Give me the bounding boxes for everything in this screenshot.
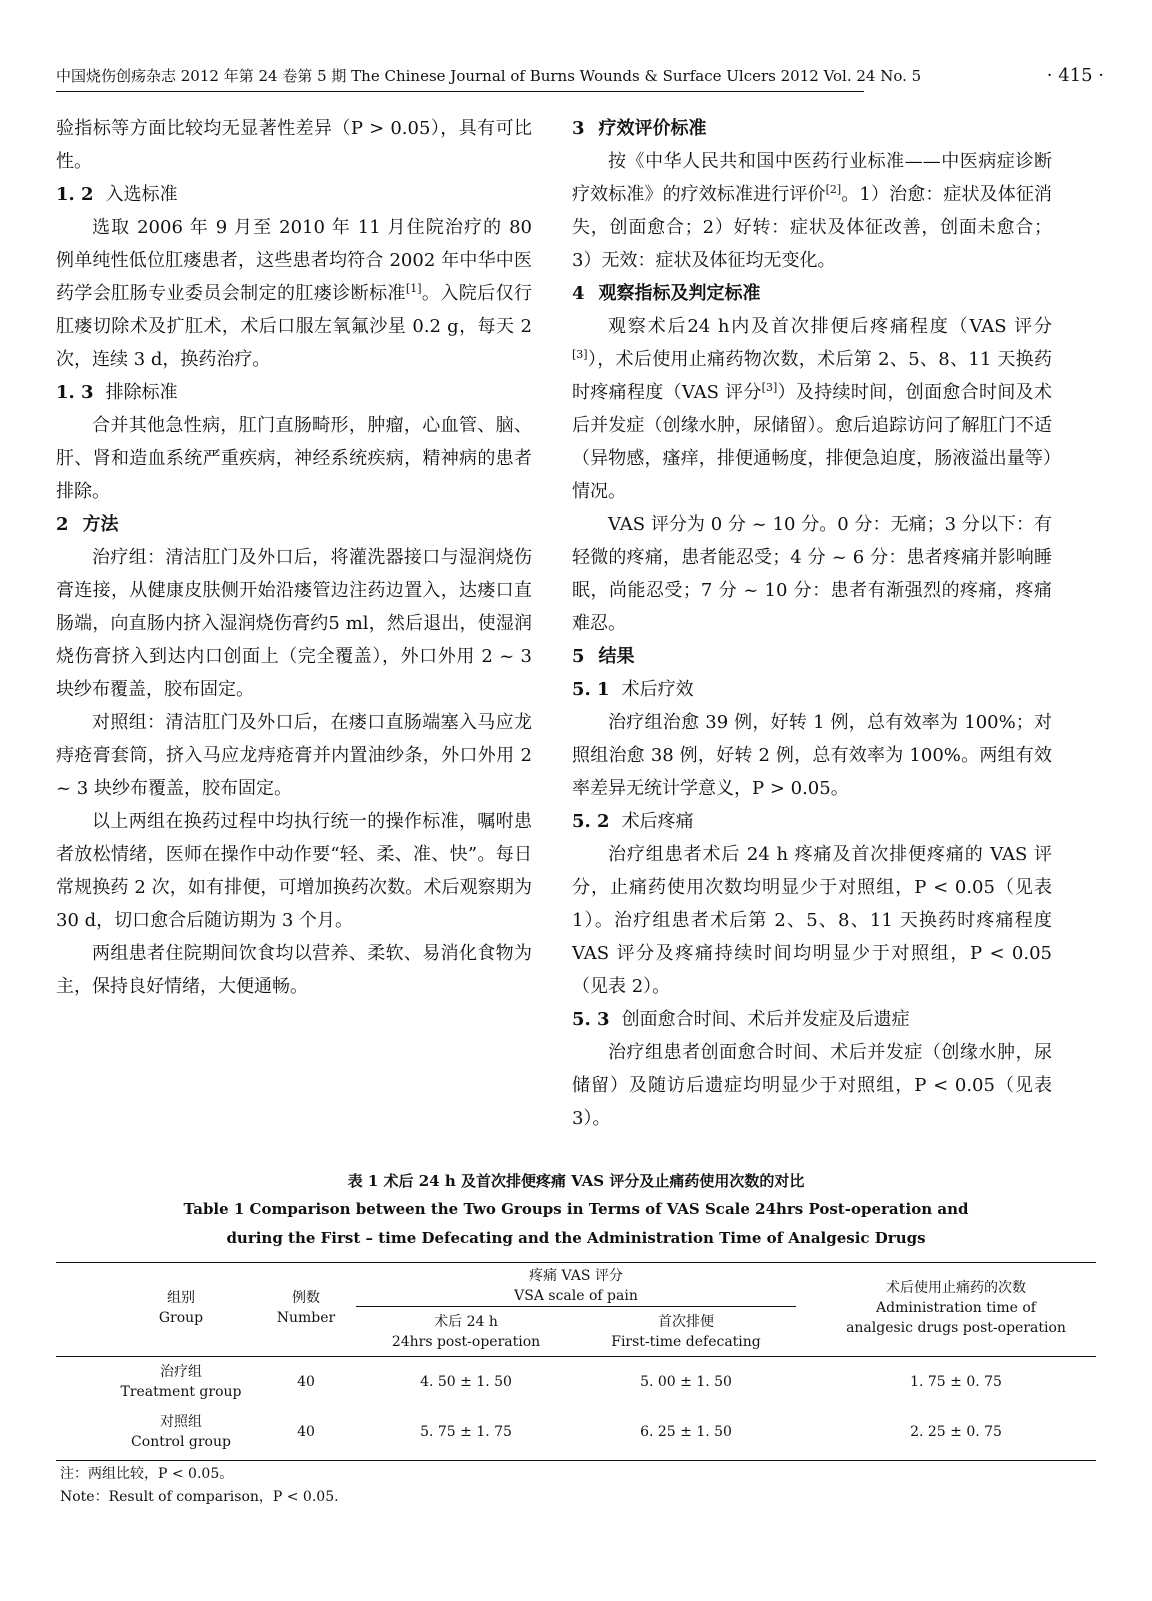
paragraph-treatment-group: 治疗组：清洁肛门及外口后，将灌洗器接口与湿润烧伤膏连接，从健康皮肤侧开始沿瘘管边注药边置入，达瘘口直肠端，向直肠内挤入湿润烧伤膏约5 ml，然后退出，使湿润烧伤膏挤入到达内口创面上（完全覆盖），外口外用 2 ~ 3 块纱布覆盖，胶布固定。 — [56, 547, 532, 700]
paragraph-control-group: 对照组：清洁肛门及外口后，在瘘口直肠端塞入马应龙痔疮膏套筒，挤入马应龙痔疮膏并内置油纱条，外口外用 2 ~ 3 块纱布覆盖，胶布固定。 — [56, 712, 532, 799]
table-top-rule — [56, 1262, 1096, 1263]
running-header — [56, 60, 1104, 92]
header-number: 例数 Number — [276, 1290, 336, 1326]
section-heading-2: 2 方法 — [56, 514, 119, 535]
paragraph-efficacy: 治疗组治愈 39 例，好转 1 例，总有效率为 100%；对照组治愈 38 例，好转 2 例，总有效率为 100%。两组有效率差异无统计学意义，P > 0.05。 — [572, 712, 1052, 799]
cell-analgesic: 1. 75 ± 0. 75 — [910, 1374, 1002, 1390]
page-number: · 415 · — [1046, 65, 1104, 86]
cell-24h: 4. 50 ± 1. 50 — [420, 1374, 512, 1390]
paragraph-observation: 观察术后24 h内及首次排便后疼痛程度（VAS 评分[3]），术后使用止痛药物次数，术后第 2、5、8、11 天换药时疼痛程度（VAS 评分[3]）及持续时间，创面愈合时间及术后并发症（创缘水肿，尿储留）。愈后追踪访问了解肛门不适（异物感，瘙痒，排便通畅度，排便急迫度，肠液溢出量等）情况。 — [572, 316, 1052, 502]
journal-citation: 中国烧伤创疡杂志 2012 年第 24 卷第 5 期 The Chinese Journal of Burns Wounds & Surface Ulcers 2012 Vol. 24 No. 5 — [56, 67, 922, 85]
paragraph-diet: 两组患者住院期间饮食均以营养、柔软、易消化食物为主，保持良好情绪，大便通畅。 — [56, 943, 532, 997]
paragraph-inclusion: 选取 2006 年 9 月至 2010 年 11 月住院治疗的 80 例单纯性低位肛瘘患者，这些患者均符合 2002 年中华中医药学会肛肠专业委员会制定的肛瘘诊断标准[1]。入院后仅行肛瘘切除术及扩肛术，术后口服左氧氟沙星 0.2 g，每天 2 次，连续 3 d，换药治疗。 — [56, 217, 533, 370]
table-subheader-rule — [356, 1306, 796, 1307]
section-heading-5-3: 5. 3 创面愈合时间、术后并发症及后遗症 — [572, 1009, 910, 1030]
table-header-rule — [56, 1356, 1096, 1357]
header-24h: 术后 24 h 24hrs post-operation — [391, 1314, 541, 1350]
left-column — [56, 112, 532, 1003]
table-note-en: Note：Result of comparison，P < 0.05. — [60, 1489, 339, 1505]
table-bottom-rule — [56, 1460, 1096, 1461]
header-rule — [56, 91, 864, 92]
paragraph-procedure: 以上两组在换药过程中均执行统一的操作标准，嘱咐患者放松情绪，医师在操作中动作要“轻、柔、准、快”。每日常规换药 2 次，如有排便，可增加换药次数。术后观察期为 30 d，切口愈合后随访期为 3 个月。 — [56, 811, 532, 931]
cell-analgesic: 2. 25 ± 0. 75 — [910, 1424, 1002, 1440]
citation-ref: [1] — [405, 282, 422, 295]
paragraph-healing: 治疗组患者创面愈合时间、术后并发症（创缘水肿，尿储留）及随访后遗症均明显少于对照组，P < 0.05（见表3）。 — [572, 1042, 1052, 1129]
citation-ref: [2] — [825, 183, 842, 196]
cell-group: 对照组 Control group — [131, 1414, 231, 1450]
cell-number: 40 — [297, 1374, 315, 1390]
cell-group: 治疗组 Treatment group — [120, 1364, 242, 1400]
cell-number: 40 — [297, 1424, 315, 1440]
section-heading-5-1: 5. 1 术后疗效 — [572, 679, 694, 700]
section-heading-4: 4 观察指标及判定标准 — [572, 283, 761, 304]
header-first-defecating: 首次排便 First-time defecating — [611, 1314, 761, 1350]
table-title-en-line2: during the First – time Defecating and the Administration Time of Analgesic Drugs — [226, 1229, 926, 1247]
header-pain-vas: 疼痛 VAS 评分 VSA scale of pain — [514, 1268, 638, 1304]
header-group: 组别 Group — [158, 1290, 204, 1326]
header-analgesic: 术后使用止痛药的次数 Administration time of analgesic drugs post-operation — [846, 1280, 1066, 1336]
section-heading-3: 3 疗效评价标准 — [572, 118, 707, 139]
paragraph-exclusion: 合并其他急性病，肛门直肠畸形，肿瘤，心血管、脑、肝、肾和造血系统严重疾病，神经系统疾病，精神病的患者排除。 — [56, 415, 532, 502]
citation-ref: [3] — [761, 381, 778, 394]
section-heading-1-2: 1. 2 入选标准 — [56, 184, 178, 205]
cell-first-defecating: 5. 00 ± 1. 50 — [640, 1374, 732, 1390]
data-table — [56, 1256, 1096, 1461]
cell-first-defecating: 6. 25 ± 1. 50 — [640, 1424, 732, 1440]
table-note-cn: 注：两组比较，P < 0.05。 — [60, 1466, 234, 1482]
paragraph-criteria: 按《中华人民共和国中医药行业标准——中医病症诊断疗效标准》的疗效标准进行评价[2]。1）治愈：症状及体征消失，创面愈合；2）好转：症状及体征改善，创面未愈合；3）无效：症状及体征均无变化。 — [572, 151, 1053, 271]
section-heading-1-3: 1. 3 排除标准 — [56, 382, 178, 403]
cell-24h: 5. 75 ± 1. 75 — [420, 1424, 512, 1440]
section-heading-5: 5 结果 — [572, 646, 635, 667]
right-column — [572, 112, 1052, 1135]
section-heading-5-2: 5. 2 术后疼痛 — [572, 811, 694, 832]
paragraph-pain: 治疗组患者术后 24 h 疼痛及首次排便疼痛的 VAS 评分，止痛药使用次数均明显少于对照组，P < 0.05（见表 1）。治疗组患者术后第 2、5、8、11 天换药时疼痛程度 VAS 评分及疼痛持续时间均明显少于对照组，P < 0.05（见表 2）。 — [572, 844, 1052, 997]
paragraph-vas-scale: VAS 评分为 0 分 ~ 10 分。0 分：无痛；3 分以下：有轻微的疼痛，患者能忍受；4 分 ~ 6 分：患者疼痛并影响睡眠，尚能忍受；7 分 ~ 10 分：患者有渐强烈的疼痛，疼痛难忍。 — [572, 514, 1052, 634]
table-title-en-line1: Table 1 Comparison between the Two Groups in Terms of VAS Scale 24hrs Post-operation and — [183, 1200, 969, 1218]
paragraph-continued: 验指标等方面比较均无显著性差异（P > 0.05），具有可比性。 — [56, 118, 532, 172]
citation-ref: [3] — [572, 348, 588, 361]
table-title-cn: 表 1 术后 24 h 及首次排便疼痛 VAS 评分及止痛药使用次数的对比 — [347, 1172, 805, 1190]
